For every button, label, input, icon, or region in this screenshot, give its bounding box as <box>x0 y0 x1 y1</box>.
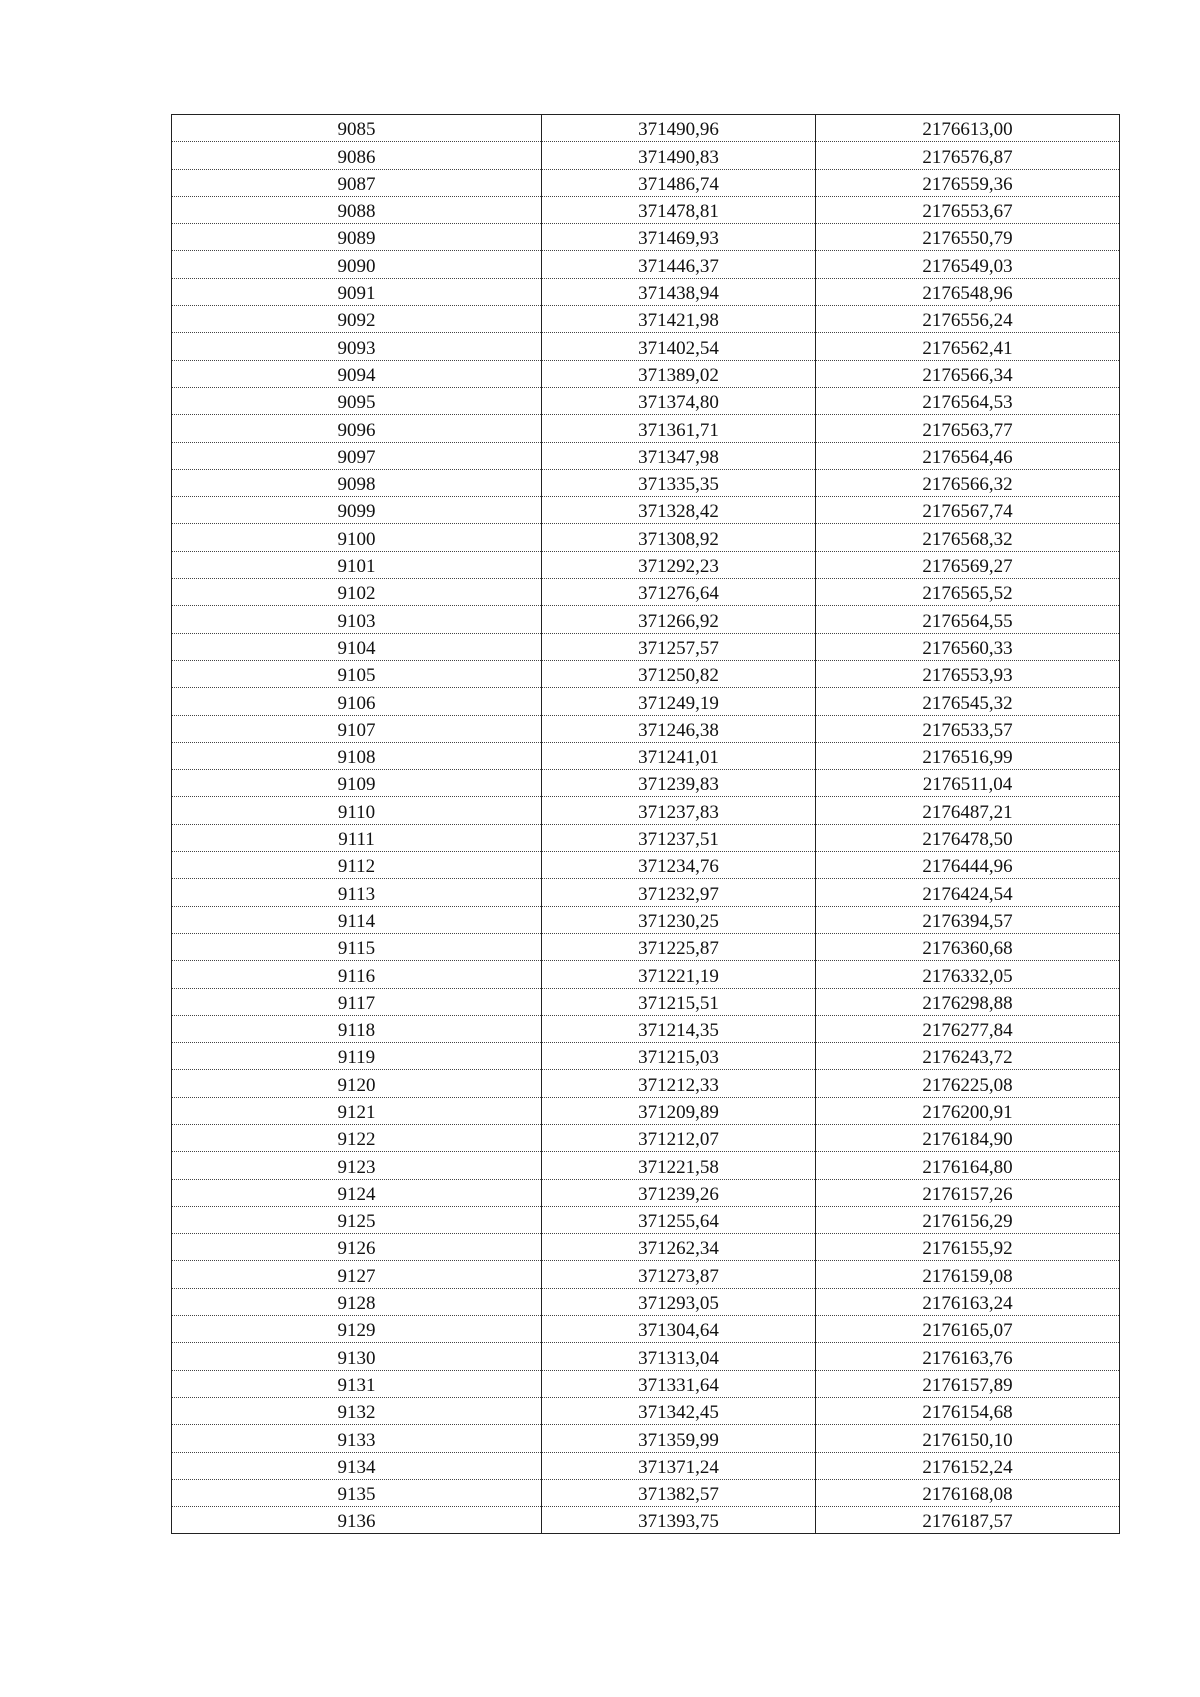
point-number-cell: 9135 <box>172 1479 542 1506</box>
y-coordinate-cell: 2176516,99 <box>816 742 1120 769</box>
table-row <box>172 1507 1120 1534</box>
x-coordinate-cell: 371438,94 <box>542 278 816 305</box>
point-number-cell: 9113 <box>172 879 542 906</box>
y-coordinate-cell: 2176566,34 <box>816 360 1120 387</box>
x-coordinate-cell: 371469,93 <box>542 224 816 251</box>
table-row <box>172 360 1120 387</box>
x-coordinate-cell: 371374,80 <box>542 387 816 414</box>
x-coordinate-cell: 371249,19 <box>542 688 816 715</box>
y-coordinate-cell: 2176200,91 <box>816 1097 1120 1124</box>
x-coordinate-cell: 371389,02 <box>542 360 816 387</box>
point-number-cell: 9126 <box>172 1234 542 1261</box>
y-coordinate-cell: 2176556,24 <box>816 306 1120 333</box>
y-coordinate-cell: 2176444,96 <box>816 852 1120 879</box>
table-row <box>172 387 1120 414</box>
y-coordinate-cell: 2176152,24 <box>816 1452 1120 1479</box>
point-number-cell: 9103 <box>172 606 542 633</box>
table-row <box>172 142 1120 169</box>
y-coordinate-cell: 2176187,57 <box>816 1507 1120 1534</box>
x-coordinate-cell: 371313,04 <box>542 1343 816 1370</box>
y-coordinate-cell: 2176155,92 <box>816 1234 1120 1261</box>
y-coordinate-cell: 2176565,52 <box>816 579 1120 606</box>
y-coordinate-cell: 2176569,27 <box>816 551 1120 578</box>
x-coordinate-cell: 371257,57 <box>542 633 816 660</box>
point-number-cell: 9122 <box>172 1124 542 1151</box>
point-number-cell: 9107 <box>172 715 542 742</box>
point-number-cell: 9118 <box>172 1015 542 1042</box>
table-row <box>172 169 1120 196</box>
table-row <box>172 1425 1120 1452</box>
point-number-cell: 9132 <box>172 1397 542 1424</box>
point-number-cell: 9101 <box>172 551 542 578</box>
y-coordinate-cell: 2176159,08 <box>816 1261 1120 1288</box>
y-coordinate-cell: 2176564,55 <box>816 606 1120 633</box>
x-coordinate-cell: 371361,71 <box>542 415 816 442</box>
table-row <box>172 1397 1120 1424</box>
y-coordinate-cell: 2176562,41 <box>816 333 1120 360</box>
point-number-cell: 9130 <box>172 1343 542 1370</box>
x-coordinate-cell: 371209,89 <box>542 1097 816 1124</box>
point-number-cell: 9136 <box>172 1507 542 1534</box>
point-number-cell: 9105 <box>172 660 542 687</box>
table-row <box>172 469 1120 496</box>
x-coordinate-cell: 371382,57 <box>542 1479 816 1506</box>
point-number-cell: 9129 <box>172 1316 542 1343</box>
x-coordinate-cell: 371241,01 <box>542 742 816 769</box>
y-coordinate-cell: 2176564,53 <box>816 387 1120 414</box>
table-row <box>172 1097 1120 1124</box>
point-number-cell: 9117 <box>172 988 542 1015</box>
x-coordinate-cell: 371371,24 <box>542 1452 816 1479</box>
table-row <box>172 579 1120 606</box>
table-row <box>172 251 1120 278</box>
y-coordinate-cell: 2176560,33 <box>816 633 1120 660</box>
y-coordinate-cell: 2176150,10 <box>816 1425 1120 1452</box>
y-coordinate-cell: 2176225,08 <box>816 1070 1120 1097</box>
x-coordinate-cell: 371490,96 <box>542 115 816 142</box>
point-number-cell: 9102 <box>172 579 542 606</box>
point-number-cell: 9091 <box>172 278 542 305</box>
point-number-cell: 9131 <box>172 1370 542 1397</box>
y-coordinate-cell: 2176545,32 <box>816 688 1120 715</box>
x-coordinate-cell: 371342,45 <box>542 1397 816 1424</box>
table-row <box>172 1206 1120 1233</box>
y-coordinate-cell: 2176559,36 <box>816 169 1120 196</box>
x-coordinate-cell: 371230,25 <box>542 906 816 933</box>
table-row <box>172 1288 1120 1315</box>
y-coordinate-cell: 2176478,50 <box>816 824 1120 851</box>
point-number-cell: 9096 <box>172 415 542 442</box>
point-number-cell: 9093 <box>172 333 542 360</box>
table-row <box>172 1179 1120 1206</box>
table-row <box>172 1452 1120 1479</box>
y-coordinate-cell: 2176277,84 <box>816 1015 1120 1042</box>
point-number-cell: 9097 <box>172 442 542 469</box>
table-row <box>172 797 1120 824</box>
x-coordinate-cell: 371232,97 <box>542 879 816 906</box>
table-row <box>172 933 1120 960</box>
y-coordinate-cell: 2176511,04 <box>816 770 1120 797</box>
table-row <box>172 688 1120 715</box>
y-coordinate-cell: 2176568,32 <box>816 524 1120 551</box>
x-coordinate-cell: 371266,92 <box>542 606 816 633</box>
y-coordinate-cell: 2176156,29 <box>816 1206 1120 1233</box>
y-coordinate-cell: 2176157,26 <box>816 1179 1120 1206</box>
x-coordinate-cell: 371237,51 <box>542 824 816 851</box>
y-coordinate-cell: 2176163,76 <box>816 1343 1120 1370</box>
y-coordinate-cell: 2176424,54 <box>816 879 1120 906</box>
coordinates-table <box>171 114 1120 1534</box>
y-coordinate-cell: 2176243,72 <box>816 1043 1120 1070</box>
table-row <box>172 306 1120 333</box>
table-row <box>172 333 1120 360</box>
x-coordinate-cell: 371393,75 <box>542 1507 816 1534</box>
point-number-cell: 9120 <box>172 1070 542 1097</box>
y-coordinate-cell: 2176549,03 <box>816 251 1120 278</box>
x-coordinate-cell: 371234,76 <box>542 852 816 879</box>
table-row <box>172 224 1120 251</box>
point-number-cell: 9114 <box>172 906 542 933</box>
x-coordinate-cell: 371490,83 <box>542 142 816 169</box>
y-coordinate-cell: 2176394,57 <box>816 906 1120 933</box>
x-coordinate-cell: 371335,35 <box>542 469 816 496</box>
x-coordinate-cell: 371255,64 <box>542 1206 816 1233</box>
table-row <box>172 196 1120 223</box>
point-number-cell: 9124 <box>172 1179 542 1206</box>
y-coordinate-cell: 2176360,68 <box>816 933 1120 960</box>
table-row <box>172 988 1120 1015</box>
x-coordinate-cell: 371304,64 <box>542 1316 816 1343</box>
point-number-cell: 9100 <box>172 524 542 551</box>
y-coordinate-cell: 2176164,80 <box>816 1152 1120 1179</box>
y-coordinate-cell: 2176298,88 <box>816 988 1120 1015</box>
point-number-cell: 9119 <box>172 1043 542 1070</box>
y-coordinate-cell: 2176613,00 <box>816 115 1120 142</box>
table-row <box>172 551 1120 578</box>
table-row <box>172 824 1120 851</box>
x-coordinate-cell: 371293,05 <box>542 1288 816 1315</box>
y-coordinate-cell: 2176567,74 <box>816 497 1120 524</box>
point-number-cell: 9099 <box>172 497 542 524</box>
table-row <box>172 497 1120 524</box>
y-coordinate-cell: 2176154,68 <box>816 1397 1120 1424</box>
point-number-cell: 9085 <box>172 115 542 142</box>
point-number-cell: 9087 <box>172 169 542 196</box>
point-number-cell: 9112 <box>172 852 542 879</box>
x-coordinate-cell: 371402,54 <box>542 333 816 360</box>
x-coordinate-cell: 371246,38 <box>542 715 816 742</box>
x-coordinate-cell: 371250,82 <box>542 660 816 687</box>
y-coordinate-cell: 2176165,07 <box>816 1316 1120 1343</box>
point-number-cell: 9133 <box>172 1425 542 1452</box>
x-coordinate-cell: 371276,64 <box>542 579 816 606</box>
table-row <box>172 606 1120 633</box>
table-row <box>172 633 1120 660</box>
y-coordinate-cell: 2176332,05 <box>816 961 1120 988</box>
table-row <box>172 115 1120 142</box>
x-coordinate-cell: 371486,74 <box>542 169 816 196</box>
point-number-cell: 9110 <box>172 797 542 824</box>
table-row <box>172 906 1120 933</box>
table-row <box>172 715 1120 742</box>
x-coordinate-cell: 371308,92 <box>542 524 816 551</box>
point-number-cell: 9088 <box>172 196 542 223</box>
table-row <box>172 415 1120 442</box>
y-coordinate-cell: 2176163,24 <box>816 1288 1120 1315</box>
y-coordinate-cell: 2176564,46 <box>816 442 1120 469</box>
y-coordinate-cell: 2176563,77 <box>816 415 1120 442</box>
point-number-cell: 9109 <box>172 770 542 797</box>
table-row <box>172 1261 1120 1288</box>
point-number-cell: 9092 <box>172 306 542 333</box>
point-number-cell: 9111 <box>172 824 542 851</box>
x-coordinate-cell: 371239,26 <box>542 1179 816 1206</box>
x-coordinate-cell: 371292,23 <box>542 551 816 578</box>
point-number-cell: 9090 <box>172 251 542 278</box>
y-coordinate-cell: 2176553,93 <box>816 660 1120 687</box>
coordinates-table-body <box>172 115 1120 1534</box>
x-coordinate-cell: 371212,33 <box>542 1070 816 1097</box>
point-number-cell: 9098 <box>172 469 542 496</box>
point-number-cell: 9106 <box>172 688 542 715</box>
x-coordinate-cell: 371239,83 <box>542 770 816 797</box>
x-coordinate-cell: 371221,19 <box>542 961 816 988</box>
x-coordinate-cell: 371237,83 <box>542 797 816 824</box>
y-coordinate-cell: 2176566,32 <box>816 469 1120 496</box>
point-number-cell: 9094 <box>172 360 542 387</box>
x-coordinate-cell: 371225,87 <box>542 933 816 960</box>
table-row <box>172 742 1120 769</box>
table-row <box>172 1479 1120 1506</box>
y-coordinate-cell: 2176168,08 <box>816 1479 1120 1506</box>
table-row <box>172 1043 1120 1070</box>
point-number-cell: 9125 <box>172 1206 542 1233</box>
y-coordinate-cell: 2176533,57 <box>816 715 1120 742</box>
point-number-cell: 9095 <box>172 387 542 414</box>
table-row <box>172 1070 1120 1097</box>
y-coordinate-cell: 2176184,90 <box>816 1124 1120 1151</box>
point-number-cell: 9086 <box>172 142 542 169</box>
table-row <box>172 1152 1120 1179</box>
x-coordinate-cell: 371262,34 <box>542 1234 816 1261</box>
point-number-cell: 9121 <box>172 1097 542 1124</box>
x-coordinate-cell: 371359,99 <box>542 1425 816 1452</box>
table-row <box>172 278 1120 305</box>
table-row <box>172 770 1120 797</box>
point-number-cell: 9089 <box>172 224 542 251</box>
y-coordinate-cell: 2176550,79 <box>816 224 1120 251</box>
point-number-cell: 9134 <box>172 1452 542 1479</box>
x-coordinate-cell: 371273,87 <box>542 1261 816 1288</box>
x-coordinate-cell: 371446,37 <box>542 251 816 278</box>
x-coordinate-cell: 371478,81 <box>542 196 816 223</box>
table-row <box>172 524 1120 551</box>
x-coordinate-cell: 371421,98 <box>542 306 816 333</box>
table-row <box>172 442 1120 469</box>
table-row <box>172 1343 1120 1370</box>
table-row <box>172 660 1120 687</box>
table-row <box>172 1124 1120 1151</box>
x-coordinate-cell: 371331,64 <box>542 1370 816 1397</box>
y-coordinate-cell: 2176548,96 <box>816 278 1120 305</box>
x-coordinate-cell: 371221,58 <box>542 1152 816 1179</box>
table-row <box>172 1234 1120 1261</box>
x-coordinate-cell: 371215,51 <box>542 988 816 1015</box>
table-row <box>172 1316 1120 1343</box>
x-coordinate-cell: 371328,42 <box>542 497 816 524</box>
point-number-cell: 9127 <box>172 1261 542 1288</box>
x-coordinate-cell: 371214,35 <box>542 1015 816 1042</box>
y-coordinate-cell: 2176576,87 <box>816 142 1120 169</box>
y-coordinate-cell: 2176157,89 <box>816 1370 1120 1397</box>
y-coordinate-cell: 2176487,21 <box>816 797 1120 824</box>
table-row <box>172 961 1120 988</box>
point-number-cell: 9128 <box>172 1288 542 1315</box>
point-number-cell: 9108 <box>172 742 542 769</box>
point-number-cell: 9115 <box>172 933 542 960</box>
x-coordinate-cell: 371212,07 <box>542 1124 816 1151</box>
table-row <box>172 852 1120 879</box>
x-coordinate-cell: 371215,03 <box>542 1043 816 1070</box>
point-number-cell: 9104 <box>172 633 542 660</box>
table-row <box>172 1370 1120 1397</box>
point-number-cell: 9123 <box>172 1152 542 1179</box>
y-coordinate-cell: 2176553,67 <box>816 196 1120 223</box>
x-coordinate-cell: 371347,98 <box>542 442 816 469</box>
table-row <box>172 1015 1120 1042</box>
table-row <box>172 879 1120 906</box>
point-number-cell: 9116 <box>172 961 542 988</box>
